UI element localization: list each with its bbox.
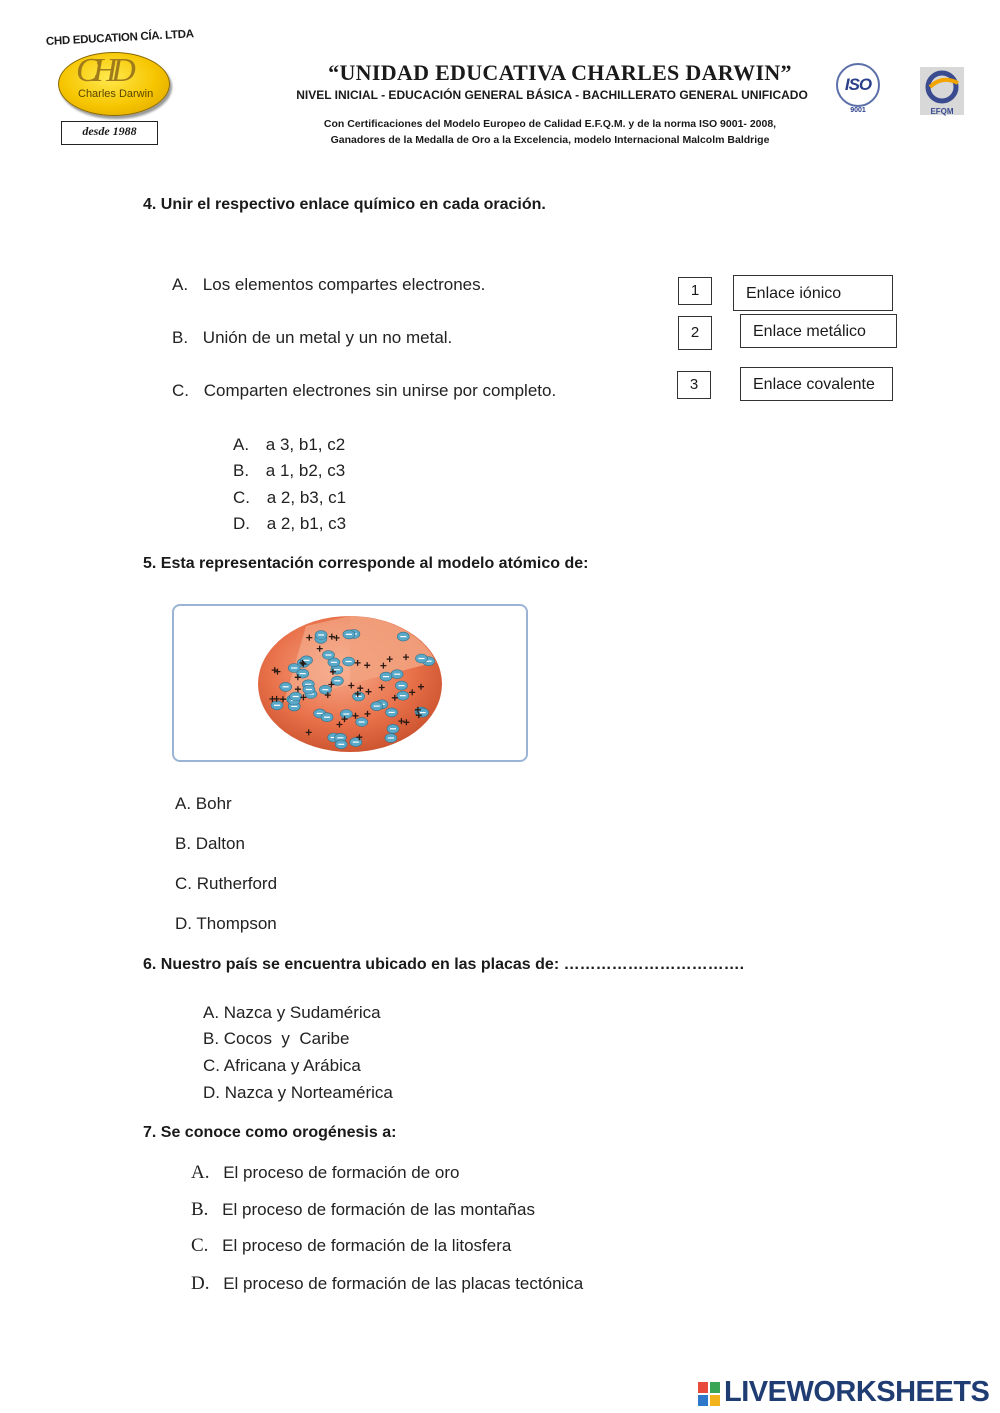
liveworksheets-brand[interactable]: LIVEWORKSHEETS <box>724 1376 990 1408</box>
q4-sentence-text: Comparten electrones sin unirse por completo. <box>203 381 557 400</box>
efqm-swirl-icon <box>920 67 964 107</box>
option-text: a 2, b1, c3 <box>266 514 347 533</box>
question-5-title: 5. Esta representación corresponde al modelo atómico de: <box>143 555 589 572</box>
q4-option-c[interactable] <box>233 488 346 508</box>
q7-option-a[interactable] <box>191 1162 459 1184</box>
certification-line-1: Con Certificaciones del Modelo Europeo de Calidad E.F.Q.M. y de la norma ISO 9001- 2008, <box>323 118 777 130</box>
school-title: “UNIDAD EDUCATIVA CHARLES DARWIN” <box>328 60 792 85</box>
logo-school-name: Charles Darwin <box>78 88 154 100</box>
q5-option-c[interactable]: C. Rutherford <box>175 874 278 893</box>
q4-sentence-letter: A. <box>172 275 189 294</box>
company-name: CHD EDUCATION CÍA. LTDA <box>45 28 195 48</box>
option-letter: B. <box>233 461 250 480</box>
iso-number: 9001 <box>850 107 866 114</box>
match-number-box-1: 1 <box>678 277 712 305</box>
q5-option-d[interactable]: D. Thompson <box>175 914 277 933</box>
q6-option-a[interactable]: A. Nazca y Sudamérica <box>203 1003 381 1022</box>
q5-option-b[interactable]: B. Dalton <box>175 834 245 853</box>
match-number-box-3: 3 <box>677 371 711 399</box>
q4-option-a[interactable] <box>233 435 345 455</box>
q4-sentence-letter: C. <box>172 381 189 400</box>
option-letter: C. <box>233 488 250 507</box>
q4-sentence-letter: B. <box>172 328 189 347</box>
school-levels: NIVEL INICIAL - EDUCACIÓN GENERAL BÁSICA - BACHILLERATO GENERAL UNIFICADO <box>296 88 808 102</box>
option-letter: D. <box>233 514 250 533</box>
q4-sentence-b <box>172 328 452 348</box>
option-text: a 1, b2, c3 <box>265 461 346 480</box>
option-letter: A. <box>233 435 250 454</box>
q6-option-d[interactable]: D. Nazca y Norteamérica <box>203 1083 393 1102</box>
question-4-title: 4. Unir el respectivo enlace químico en cada oración. <box>143 196 546 213</box>
q6-option-c[interactable]: C. Africana y Arábica <box>203 1056 361 1075</box>
question-6-title: 6. Nuestro país se encuentra ubicado en las placas de: ……………………………. <box>143 956 745 973</box>
option-text: a 3, b1, c2 <box>265 435 346 454</box>
question-7-title: 7. Se conoce como orogénesis a: <box>143 1124 397 1141</box>
since-label: desde 1988 <box>82 124 137 138</box>
option-letter: C. <box>191 1235 209 1256</box>
match-number-box-2: 2 <box>678 316 712 350</box>
option-text: a 2, b3, c1 <box>266 488 347 507</box>
option-text: El proceso de formación de las montañas <box>222 1200 535 1219</box>
q4-option-b[interactable] <box>233 461 345 481</box>
q7-option-b[interactable] <box>191 1199 535 1221</box>
option-letter: B. <box>191 1199 209 1220</box>
option-text: El proceso de formación de la litosfera <box>222 1236 512 1255</box>
atomic-model-image <box>172 604 528 762</box>
efqm-label: EFQM <box>930 107 954 116</box>
option-text: El proceso de formación de las placas tectónica <box>223 1274 584 1293</box>
q6-option-b[interactable]: B. Cocos y Caribe <box>203 1029 350 1048</box>
bond-box-covalent: Enlace covalente <box>740 367 893 401</box>
bond-box-ionic: Enlace iónico <box>733 275 893 311</box>
q4-sentence-a <box>172 275 485 295</box>
option-letter: D. <box>191 1273 210 1294</box>
q7-option-c[interactable] <box>191 1235 511 1257</box>
option-text: El proceso de formación de oro <box>223 1163 460 1182</box>
certification-line-2: Ganadores de la Medalla de Oro a la Excelencia, modelo Internacional Malcolm Baldrige <box>330 134 770 146</box>
iso-label: ISO <box>844 75 872 94</box>
option-letter: A. <box>191 1162 210 1183</box>
thomson-atom-illustration <box>174 606 526 760</box>
logo-monogram: CHD <box>76 52 130 89</box>
q5-option-a[interactable]: A. Bohr <box>175 794 232 813</box>
q4-sentence-text: Unión de un metal y un no metal. <box>202 328 453 347</box>
bond-box-metallic: Enlace metálico <box>740 314 897 348</box>
q4-sentence-text: Los elementos compartes electrones. <box>202 275 486 294</box>
liveworksheets-mark-icon <box>698 1382 720 1406</box>
q7-option-d[interactable] <box>191 1273 583 1295</box>
q4-sentence-c <box>172 381 556 401</box>
q4-option-d[interactable] <box>233 514 346 534</box>
